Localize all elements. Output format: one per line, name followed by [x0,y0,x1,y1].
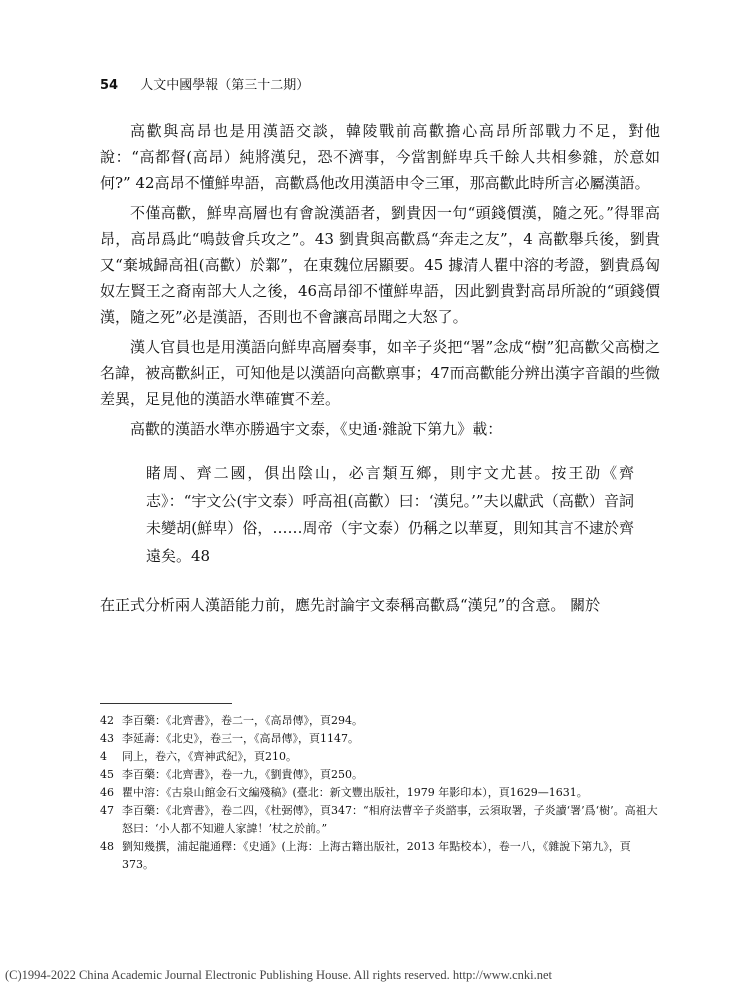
footnote [100,802,660,838]
footnote-text: 瞿中溶：《古泉山館金石文編殘稿》(臺北：新文豐出版社，1979 年影印本），頁1629—1631。 [122,786,588,799]
body-paragraph-5: 在正式分析兩人漢語能力前，應先討論宇文泰稱高歡爲“漢兒”的含意。 關於 [100,596,601,614]
body-paragraph-3: 漢人官員也是用漢語向鮮卑高層奏事，如辛子炎把“署”念成“樹”犯高歡父高樹之名諱，被高歡糾正，可知他是以漢語向高歡禀事；47而高歡能分辨出漢字音韻的些微差異，足見他的漢語水準確實不差。 [100,338,660,408]
page-number: 54 [100,78,119,93]
body-paragraph-4: 高歡的漢語水準亦勝過宇文泰，《史通·雜說下第九》載： [130,420,503,438]
copyright-notice: (C)1994-2022 China Academic Journal Electronic Publishing House. All rights reserved. http://www.cnki.net [5,968,553,982]
footnote [100,748,660,766]
footnote-number: 4 [100,750,107,763]
footnote-number: 45 [100,768,114,781]
footnote-number: 47 [100,804,114,817]
footnote [100,784,660,802]
footnote-text: 李百藥：《北齊書》，卷一九，《劉貴傳》，頁250。 [122,768,363,781]
running-header [100,74,309,93]
footnote-text: 李百藥：《北齊書》，卷二一，《高昂傳》，頁294。 [122,714,363,727]
footnote-number: 42 [100,714,114,727]
footnote [100,730,660,748]
footnote-number: 48 [100,840,114,853]
footnote [100,766,660,784]
main-body [100,118,660,622]
footnote-text: 李百藥：《北齊書》，卷二四，《杜弼傳》，頁347：“相府法曹辛子炎諮事，云須取署，子炎讀‘署’爲‘樹’。高祖大怒曰：‘小人都不知避人家諱！’杖之於前。” [122,804,658,835]
footnote [100,838,660,874]
block-quote: 睹周、齊二國，俱出陰山，必言類互鄉，則宇文尤甚。按王劭《齊志》：“宇文公(宇文泰）呼高祖(高歡）曰：‘漢兒。’”夫以獻武（高歡）音詞未變胡(鮮卑）俗，……周帝（宇文泰）仍稱之以華夏，則知其言不逮於齊遠矣。48 [146,464,634,565]
footnotes [100,712,660,874]
body-paragraph-1: 高歡與高昂也是用漢語交談，韓陵戰前高歡擔心高昂所部戰力不足，對他說：“高都督(高昂）純將漢兒，恐不濟事，今當割鮮卑兵千餘人共相參雜，於意如何?” 42高昂不懂鮮卑語，高歡爲他改用漢語申令三軍，那高歡此時所言必屬漢語。 [100,122,660,192]
footnote-number: 43 [100,732,114,745]
footnote [100,712,660,730]
footnote-text: 李延壽：《北史》，卷三一，《高昂傳》，頁1147。 [122,732,359,745]
footnote-number: 46 [100,786,114,799]
footnote-divider [100,703,232,704]
body-paragraph-2: 不僅高歡，鮮卑高層也有會說漢語者，劉貴因一句“頭錢價漢，隨之死。”得罪高昂，高昂爲此“鳴鼓會兵攻之”。43 劉貴與高歡爲“奔走之友”，4 高歡舉兵後，劉貴又“棄城歸高祖(高歡）於鄴”，在東魏位居顯要。45 據清人瞿中溶的考證，劉貴爲匈奴左賢王之裔南部大人之後，46高昂卻不懂鮮卑語，因此劉貴對高昂所說的“頭錢價漢，隨之死”必是漢語，否則也不會讓高昂聞之大怒了。 [100,204,660,326]
journal-title: 人文中國學報（第三十二期） [140,78,310,93]
footnote-text: 同上，卷六，《齊神武紀》，頁210。 [122,750,297,763]
footnote-text: 劉知幾撰，浦起龍通釋：《史通》(上海：上海古籍出版社，2013 年點校本），卷一八，《雜說下第九》，頁373。 [122,840,631,871]
